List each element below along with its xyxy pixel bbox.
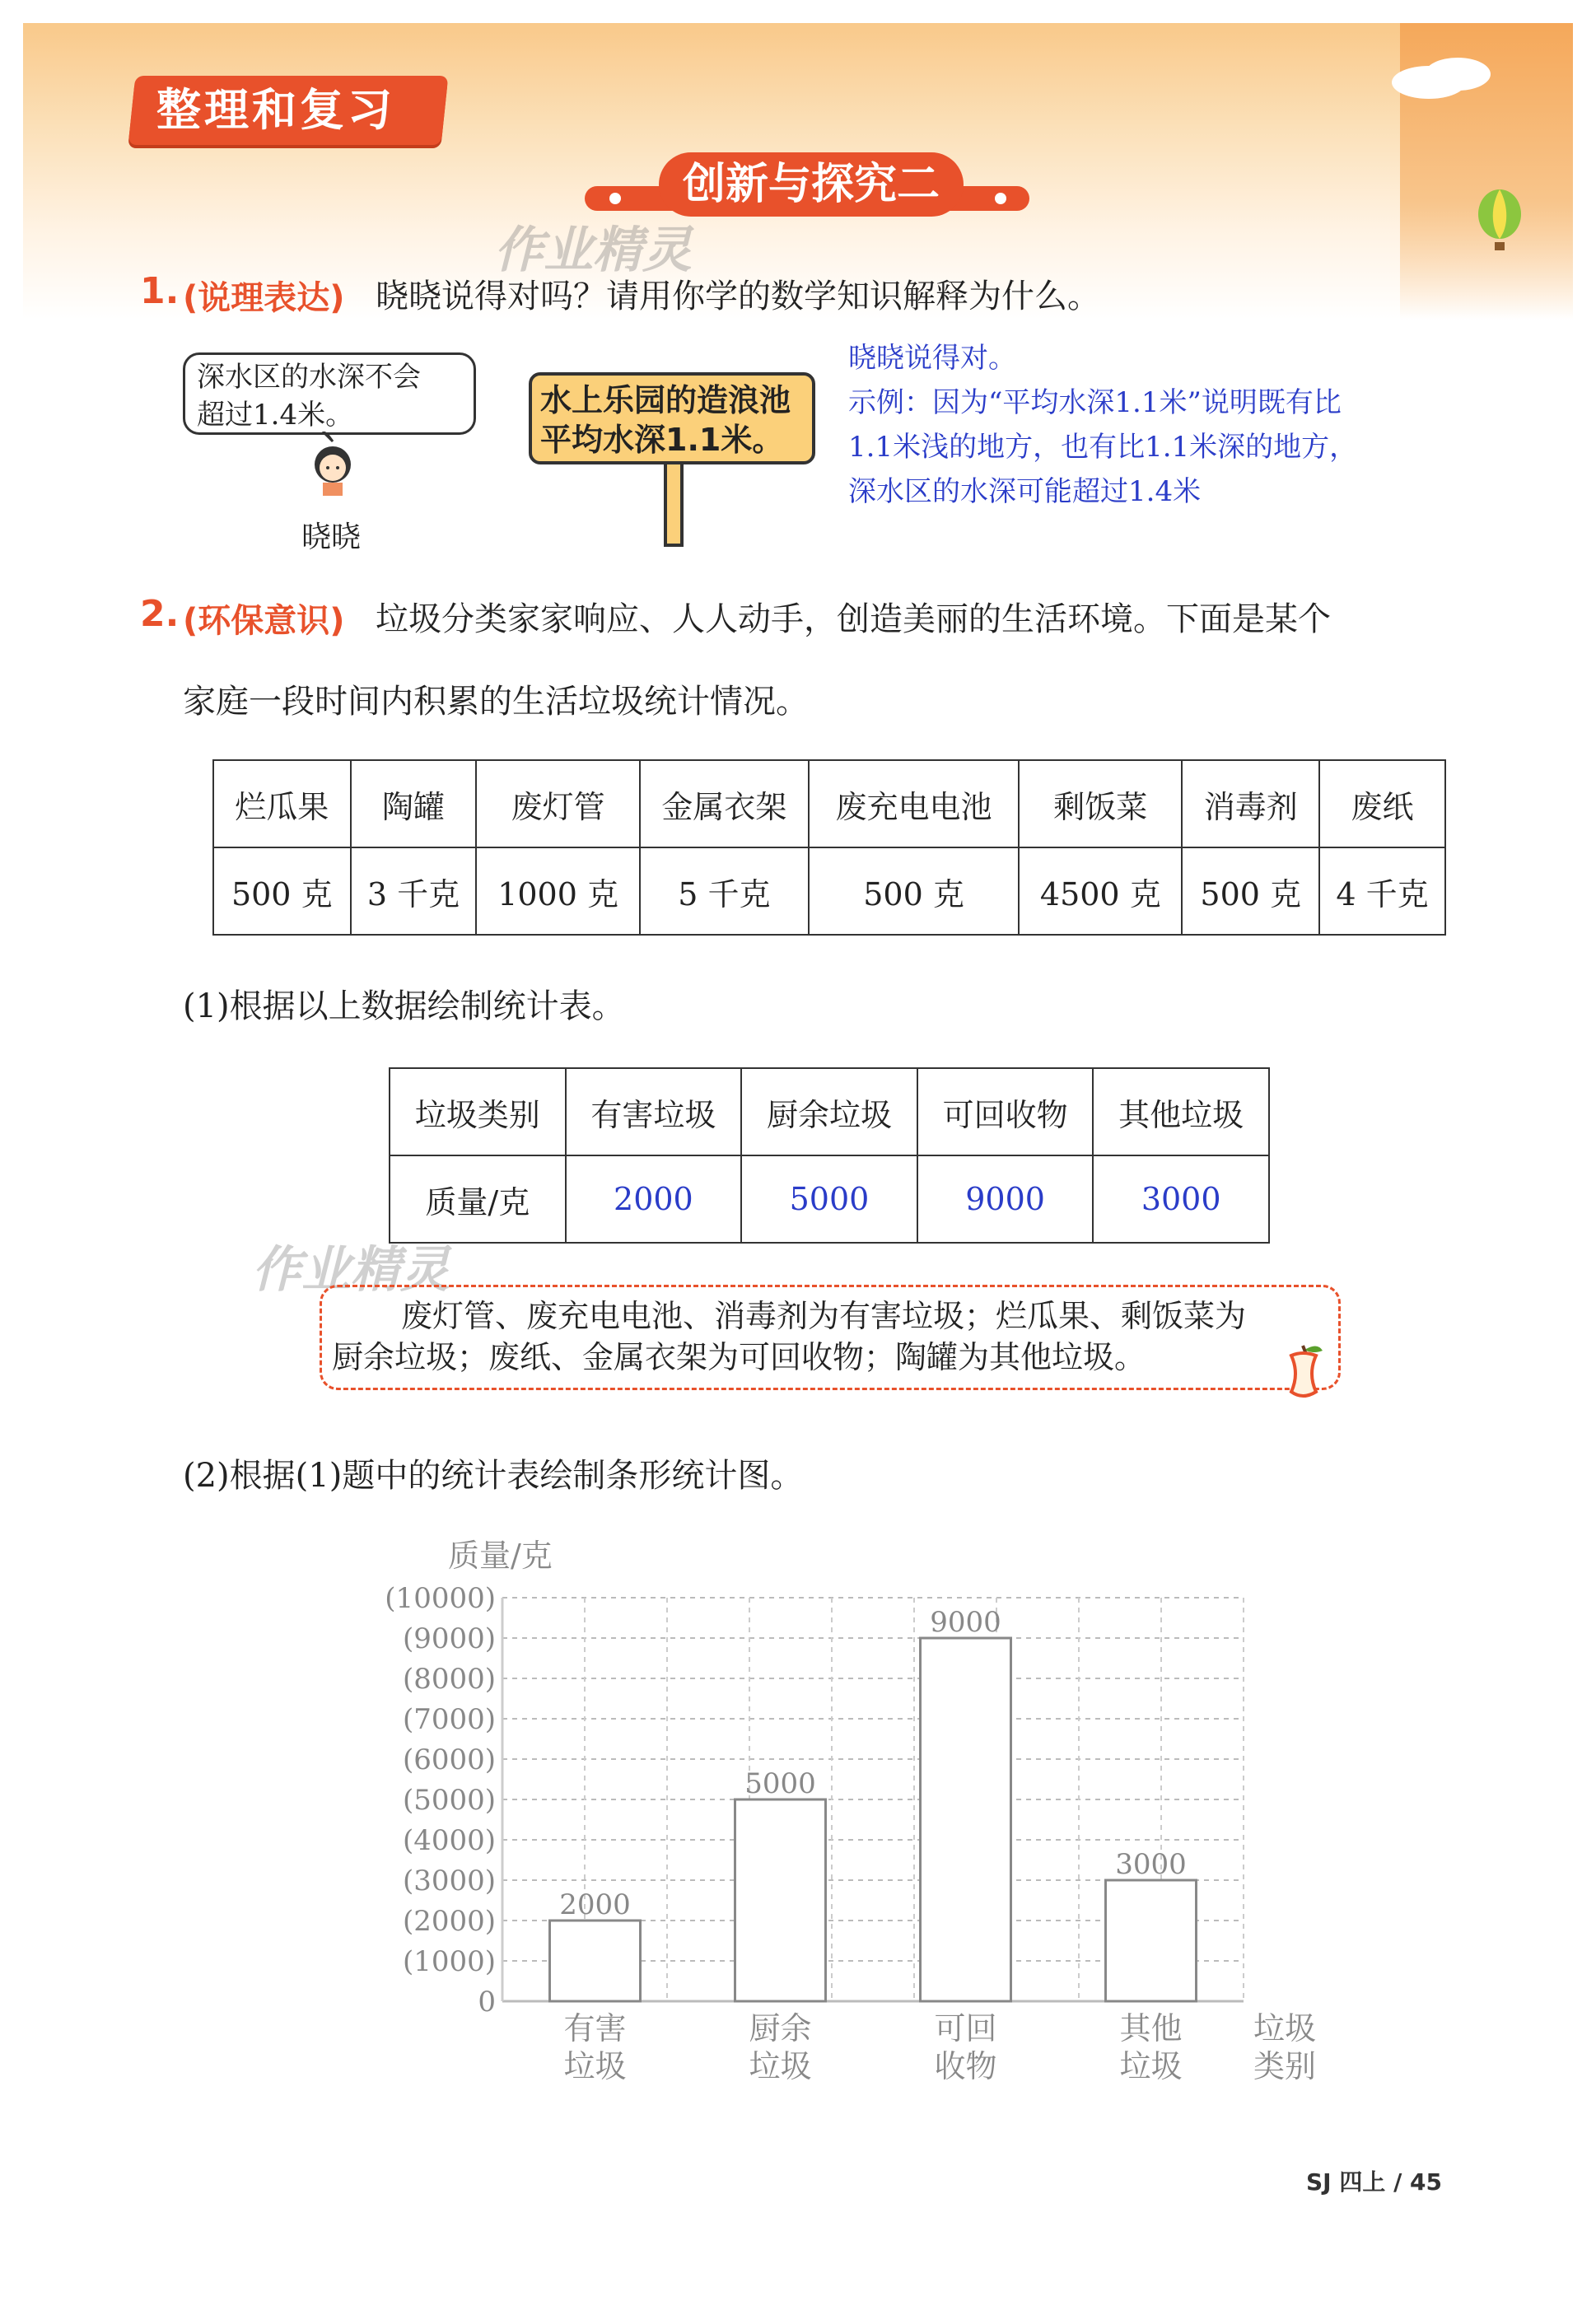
chart-category-label: 垃圾 [563, 2048, 627, 2084]
table-header-cell: 废纸 [1319, 760, 1445, 847]
chart-bar [550, 1921, 641, 2001]
chart-y-tick-label: (5000) [402, 1784, 496, 1817]
hint-line-1: 废灯管、废充电电池、消毒剂为有害垃圾；烂瓜果、剩饭菜为 [401, 1298, 1247, 1334]
table-header-row [390, 1068, 1269, 1155]
chart-category-label: 垃圾 [749, 2048, 812, 2084]
question-1-number: 1. [140, 270, 180, 312]
question-1-text: 晓晓说得对吗？请用你学的数学知识解释为什么。 [376, 278, 1100, 315]
chart-category-label: 有害 [563, 2010, 627, 2047]
chart-y-tick-label: 0 [478, 1986, 496, 2019]
chart-category-label: 垃圾 [1119, 2048, 1183, 2084]
table-cell: 5 千克 [640, 847, 809, 935]
bar-chart [362, 1524, 1351, 2100]
table-cell: 3 千克 [351, 847, 477, 935]
chart-y-tick-label: (10000) [385, 1582, 496, 1615]
chart-y-tick-label: (9000) [402, 1622, 496, 1655]
table-cell: 500 克 [1182, 847, 1319, 935]
garbage-data-table [212, 759, 1446, 936]
chart-bar [735, 1799, 826, 2001]
chart-x-axis-title: 类别 [1253, 2048, 1317, 2084]
page-footer: SJ 四上 / 45 [1306, 2168, 1443, 2196]
title-dot-left [609, 193, 621, 204]
statistics-table [389, 1067, 1270, 1244]
table-header-cell: 垃圾类别 [390, 1068, 566, 1155]
chart-bar-value-label: 3000 [1115, 1848, 1187, 1881]
title-dot-right [995, 193, 1006, 204]
chart-x-axis-title: 垃圾 [1253, 2010, 1317, 2047]
table-header-cell: 消毒剂 [1182, 760, 1319, 847]
table-row [390, 1155, 1269, 1243]
chart-y-axis-title: 质量/克 [448, 1538, 553, 1574]
question-2-text-line-1: 垃圾分类家家响应、人人动手，创造美丽的生活环境。下面是某个 [376, 600, 1331, 638]
table-row-label: 质量/克 [390, 1155, 566, 1243]
chart-x-labels [563, 2010, 1316, 2084]
chart-category-label: 收物 [934, 2048, 997, 2084]
chart-bar-value-label: 9000 [930, 1606, 1001, 1639]
table-header-cell: 废灯管 [476, 760, 639, 847]
table-cell: 9000 [917, 1155, 1094, 1243]
hint-line-2: 厨余垃圾；废纸、金属衣架为可回收物；陶罐为其他垃圾。 [332, 1339, 1146, 1375]
pool-sign [529, 372, 815, 464]
hot-air-balloon-icon [1474, 189, 1525, 255]
chart-y-tick-label: (3000) [402, 1865, 496, 1897]
part-2-text: (2)根据(1)题中的统计表绘制条形统计图。 [183, 1457, 804, 1495]
table-header-cell: 厨余垃圾 [741, 1068, 917, 1155]
watermark: 作业精灵 [494, 222, 692, 279]
hint-box [320, 1285, 1341, 1390]
question-2-tag: (环保意识) [183, 602, 345, 640]
table-header-cell: 金属衣架 [640, 760, 809, 847]
table-cell: 5000 [741, 1155, 917, 1243]
chart-y-tick-label: (8000) [402, 1663, 496, 1696]
sign-line-2: 平均水深1.1米。 [540, 422, 784, 458]
table-header-cell: 剩饭菜 [1019, 760, 1182, 847]
speech-bubble [183, 352, 476, 435]
section-tag-text: 整理和复习 [156, 84, 395, 136]
question-2-number: 2. [140, 593, 180, 635]
table-cell: 4 千克 [1319, 847, 1445, 935]
q1-answer [848, 336, 1357, 514]
table-cell: 3000 [1093, 1155, 1269, 1243]
chart-bar-value-label: 5000 [744, 1767, 816, 1800]
table-header-cell: 烂瓜果 [213, 760, 351, 847]
answer-line: 示例：因为“平均水深1.1米”说明既有比 [848, 386, 1342, 419]
table-cell: 500 克 [213, 847, 351, 935]
page-title: 创新与探究二 [682, 160, 940, 209]
table-cell: 1000 克 [476, 847, 639, 935]
table-header-cell: 陶罐 [351, 760, 477, 847]
chart-bar-value-label: 2000 [559, 1888, 631, 1921]
table-header-cell: 有害垃圾 [566, 1068, 742, 1155]
cloud-icon [1425, 58, 1491, 91]
table-header-cell: 其他垃圾 [1093, 1068, 1269, 1155]
chart-category-label: 可回 [934, 2010, 997, 2047]
table-header-cell: 可回收物 [917, 1068, 1094, 1155]
chart-y-tick-label: (6000) [402, 1743, 496, 1776]
table-row [213, 847, 1445, 935]
character-name: 晓晓 [301, 520, 362, 554]
table-cell: 2000 [566, 1155, 742, 1243]
sign-line-1: 水上乐园的造浪池 [540, 382, 791, 418]
chart-category-label: 厨余 [749, 2010, 812, 2047]
question-1-tag: (说理表达) [183, 279, 345, 317]
answer-line: 深水区的水深可能超过1.4米 [848, 475, 1202, 508]
chart-y-tick-label: (1000) [402, 1945, 496, 1978]
bubble-line-2: 超过1.4米。 [197, 399, 354, 432]
answer-line: 1.1米浅的地方，也有比1.1米深的地方， [848, 431, 1358, 464]
chart-category-label: 其他 [1119, 2010, 1183, 2047]
apple-core-icon [1275, 1341, 1332, 1407]
bubble-line-1: 深水区的水深不会 [197, 361, 421, 394]
sign-post [664, 464, 684, 547]
girl-character-icon [306, 432, 356, 497]
table-cell: 4500 克 [1019, 847, 1182, 935]
chart-y-tick-label: (2000) [402, 1905, 496, 1938]
table-cell: 500 克 [809, 847, 1019, 935]
question-2-text-line-2: 家庭一段时间内积累的生活垃圾统计情况。 [183, 683, 809, 721]
watermark: 作业精灵 [252, 1241, 450, 1299]
chart-bar [1106, 1880, 1197, 2001]
chart-y-ticks [385, 1582, 496, 2019]
chart-bar [921, 1638, 1011, 2001]
chart-y-tick-label: (4000) [402, 1824, 496, 1857]
table-header-row [213, 760, 1445, 847]
chart-y-tick-label: (7000) [402, 1703, 496, 1736]
table-header-cell: 废充电电池 [809, 760, 1019, 847]
chart-bars [550, 1606, 1197, 2001]
answer-line: 晓晓说得对。 [848, 342, 1016, 375]
part-1-text: (1)根据以上数据绘制统计表。 [183, 987, 625, 1025]
